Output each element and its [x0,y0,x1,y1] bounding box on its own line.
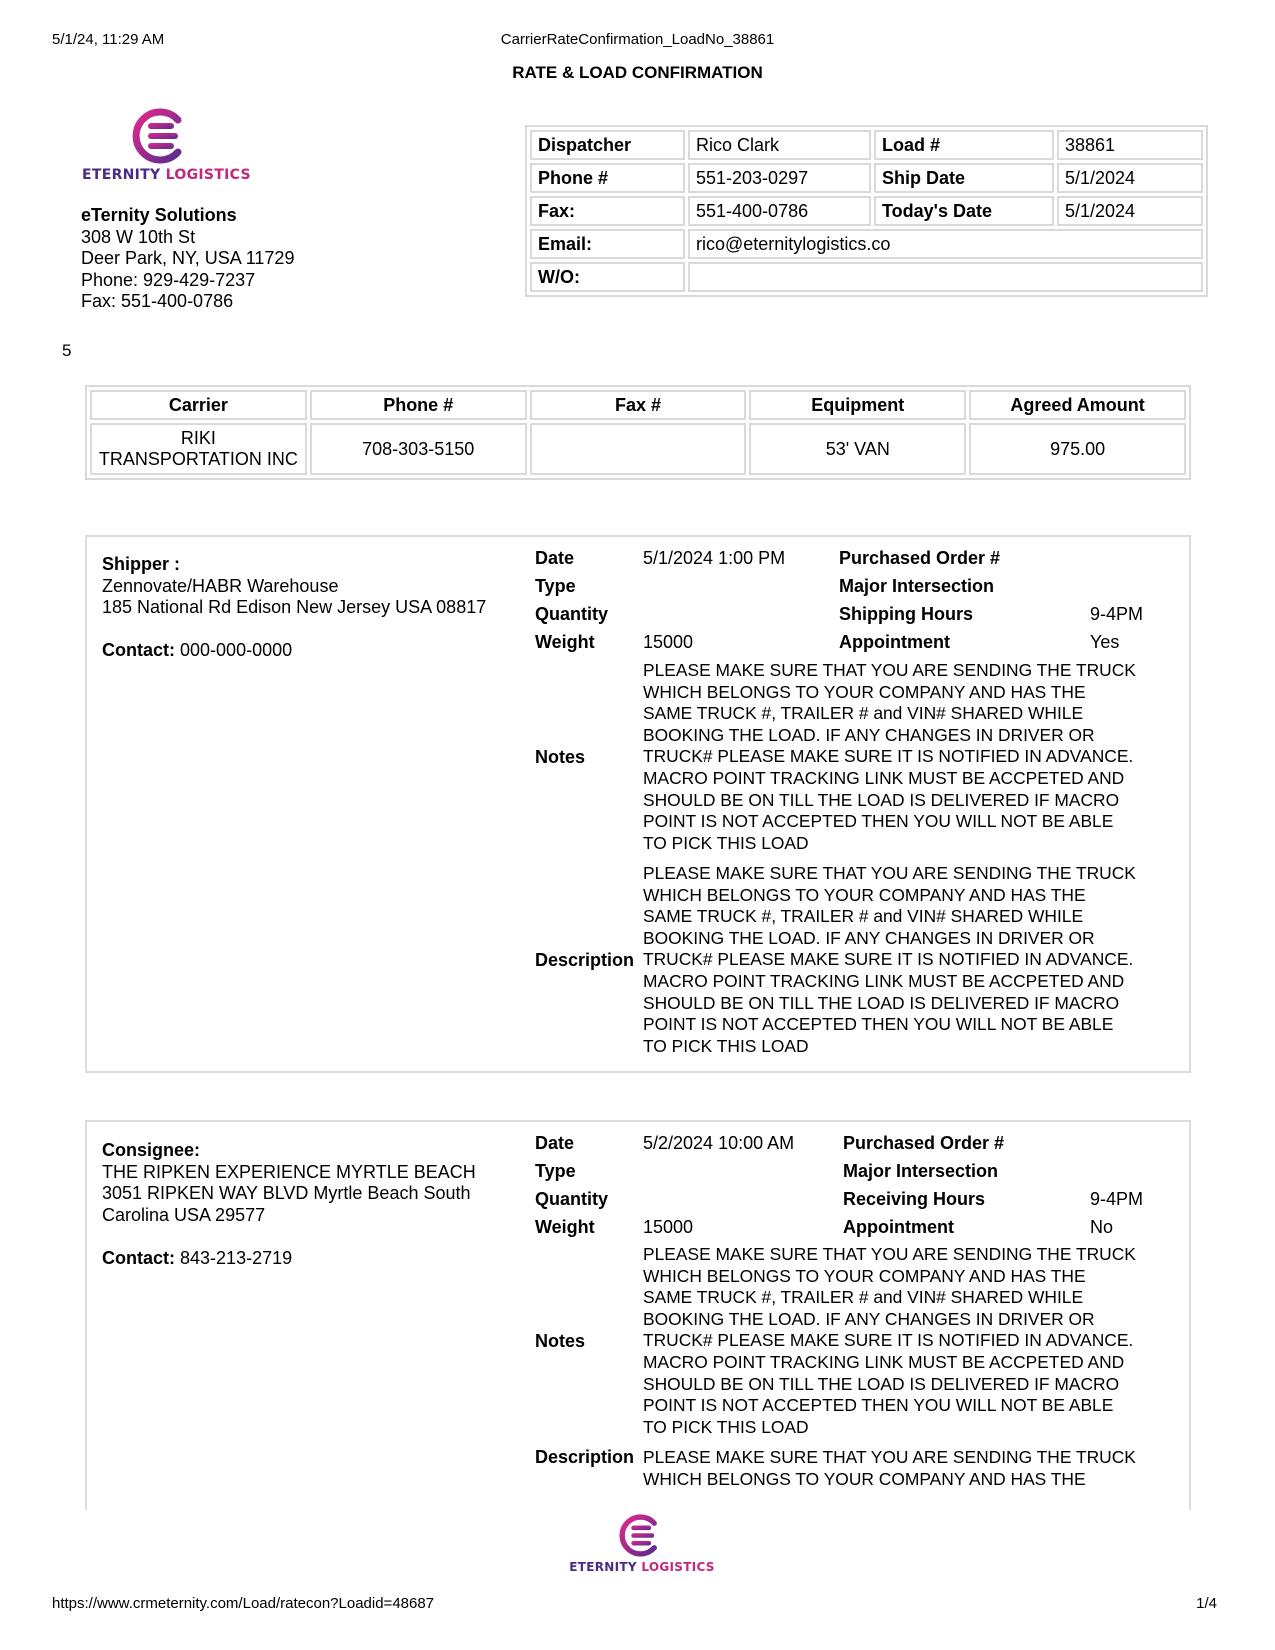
consignee-appointment: No [1090,1217,1114,1237]
table-header-row [90,390,1186,420]
shipper-label: Shipper : [102,554,181,574]
consignee-quantity-label: Quantity [535,1189,609,1209]
print-document-name: CarrierRateConfirmation_LoadNo_38861 [500,31,775,48]
company-address-line2: Deer Park, NY, USA 11729 [81,248,295,268]
consignee-po-label: Purchased Order # [843,1133,1005,1153]
shipper-name: Zennovate/HABR Warehouse [102,575,339,596]
table-row [530,262,1203,292]
carrier-header: Carrier [90,390,307,420]
table-row [530,163,1203,193]
consignee-notes: PLEASE MAKE SURE THAT YOU ARE SENDING THE TRUCK WHICH BELONGS TO YOUR COMPANY AND HAS THE SAME TRUCK #, TRAILER # and VIN# SHARED WHILE BOOKING THE LOAD. IF ANY CHANGES IN DRIVER OR TRUCK# PLEASE MAKE SURE IT IS NOTIFIED IN ADVANCE. MACRO POINT TRACKING LINK MUST BE ACCPETED AND SHOULD BE ON TILL THE LOAD IS DELIVERED IF MACRO POINT IS NOT ACCEPTED THEN YOU WILL NOT BE ABLE TO PICK THIS LOAD [643,1244,1136,1437]
phone-label: Phone # [530,163,685,193]
logo-wordmark: ETERNITY LOGISTICS [82,167,251,183]
carrier-table [85,385,1191,480]
receiving-hours: 9-4PM [1090,1189,1144,1209]
print-datetime: 5/1/24, 11:29 AM [52,31,165,48]
dispatcher-value: Rico Clark [688,130,871,160]
shipper-notes-label: Notes [535,747,586,767]
dispatcher-label: Dispatcher [530,130,685,160]
consignee-description: PLEASE MAKE SURE THAT YOU ARE SENDING THE TRUCK WHICH BELONGS TO YOUR COMPANY AND HAS THE [643,1447,1136,1489]
email-value: rico@eternitylogistics.co [688,229,1203,259]
agreed-amount-header: Agreed Amount [969,390,1186,420]
consignee-weight: 15000 [643,1217,694,1237]
table-row [530,130,1203,160]
eternity-logo-icon [132,108,192,164]
fax-value: 551-400-0786 [688,196,871,226]
shipping-hours: 9-4PM [1090,604,1144,624]
table-row [90,423,1186,475]
todays-date-value: 5/1/2024 [1057,196,1203,226]
page-number: 1/4 [1196,1595,1217,1612]
company-fax: Fax: 551-400-0786 [81,291,234,311]
shipper-intersection-label: Major Intersection [839,576,995,596]
load-number-value: 38861 [1057,130,1203,160]
page-title: RATE & LOAD CONFIRMATION [512,63,763,82]
shipper-date-label: Date [535,548,575,568]
consignee-label: Consignee: [102,1140,201,1160]
carrier-name: RIKI TRANSPORTATION INC [90,423,307,475]
logo-wordmark: ETERNITY LOGISTICS [569,1560,715,1574]
shipper-weight-label: Weight [535,632,595,652]
company-info [81,205,294,313]
consignee-contact: Contact: 843-213-2719 [102,1247,293,1268]
phone-value: 551-203-0297 [688,163,871,193]
shipper-contact: Contact: 000-000-0000 [102,640,293,660]
work-order-value [688,262,1203,292]
eternity-logo-icon [619,1514,665,1557]
table-row [530,229,1203,259]
consignee-notes-label: Notes [535,1331,586,1351]
consignee-address-line2: Carolina USA 29577 [102,1204,266,1225]
consignee-date-label: Date [535,1133,575,1153]
stray-number: 5 [62,341,72,360]
consignee-details [535,1133,1185,1503]
shipper-appointment: Yes [1090,632,1120,652]
shipping-hours-label: Shipping Hours [839,604,973,624]
company-phone: Phone: 929-429-7237 [81,269,256,290]
consignee-weight-label: Weight [535,1217,595,1237]
consignee-type-label: Type [535,1161,576,1181]
print-url: https://www.crmeternity.com/Load/ratecon?Loadid=48687 [52,1595,435,1612]
shipper-type-label: Type [535,576,576,596]
shipper-details [535,548,1185,1058]
company-address-line1: 308 W 10th St [81,226,196,247]
consignee-description-label: Description [535,1447,635,1467]
consignee-intersection-label: Major Intersection [843,1161,999,1181]
company-logo [82,108,251,183]
shipper-info [102,554,486,662]
carrier-fax-header: Fax # [530,390,747,420]
shipper-description: PLEASE MAKE SURE THAT YOU ARE SENDING THE TRUCK WHICH BELONGS TO YOUR COMPANY AND HAS THE SAME TRUCK #, TRAILER # and VIN# SHARED WHILE BOOKING THE LOAD. IF ANY CHANGES IN DRIVER OR TRUCK# PLEASE MAKE SURE IT IS NOTIFIED IN ADVANCE. MACRO POINT TRACKING LINK MUST BE ACCPETED AND SHOULD BE ON TILL THE LOAD IS DELIVERED IF MACRO POINT IS NOT ACCEPTED THEN YOU WILL NOT BE ABLE TO PICK THIS LOAD [643,863,1136,1056]
equipment-header: Equipment [749,390,966,420]
dispatch-info-table [525,125,1208,297]
email-label: Email: [530,229,685,259]
agreed-amount: 975.00 [969,423,1186,475]
footer-logo [567,1514,717,1574]
receiving-hours-label: Receiving Hours [843,1189,986,1209]
shipper-date: 5/1/2024 1:00 PM [643,548,786,568]
carrier-phone: 708-303-5150 [310,423,527,475]
equipment: 53' VAN [749,423,966,475]
table-row [530,196,1203,226]
consignee-info [102,1140,476,1269]
shipper-po-label: Purchased Order # [839,548,1001,568]
work-order-label: W/O: [530,262,685,292]
consignee-date: 5/2/2024 10:00 AM [643,1133,795,1153]
carrier-fax [530,423,747,475]
shipper-quantity-label: Quantity [535,604,609,624]
ship-date-value: 5/1/2024 [1057,163,1203,193]
ship-date-label: Ship Date [874,163,1054,193]
shipper-notes: PLEASE MAKE SURE THAT YOU ARE SENDING THE TRUCK WHICH BELONGS TO YOUR COMPANY AND HAS THE SAME TRUCK #, TRAILER # and VIN# SHARED WHILE BOOKING THE LOAD. IF ANY CHANGES IN DRIVER OR TRUCK# PLEASE MAKE SURE IT IS NOTIFIED IN ADVANCE. MACRO POINT TRACKING LINK MUST BE ACCPETED AND SHOULD BE ON TILL THE LOAD IS DELIVERED IF MACRO POINT IS NOT ACCEPTED THEN YOU WILL NOT BE ABLE TO PICK THIS LOAD [643,660,1136,853]
shipper-address: 185 National Rd Edison New Jersey USA 08817 [102,597,487,617]
consignee-appointment-label: Appointment [843,1217,954,1237]
shipper-appointment-label: Appointment [839,632,950,652]
load-number-label: Load # [874,130,1054,160]
fax-label: Fax: [530,196,685,226]
todays-date-label: Today's Date [874,196,1054,226]
company-name: eTernity Solutions [81,205,237,225]
carrier-phone-header: Phone # [310,390,527,420]
consignee-address-line1: 3051 RIPKEN WAY BLVD Myrtle Beach South [102,1183,471,1203]
shipper-weight: 15000 [643,632,694,652]
consignee-name: THE RIPKEN EXPERIENCE MYRTLE BEACH [102,1161,476,1182]
shipper-description-label: Description [535,950,635,970]
